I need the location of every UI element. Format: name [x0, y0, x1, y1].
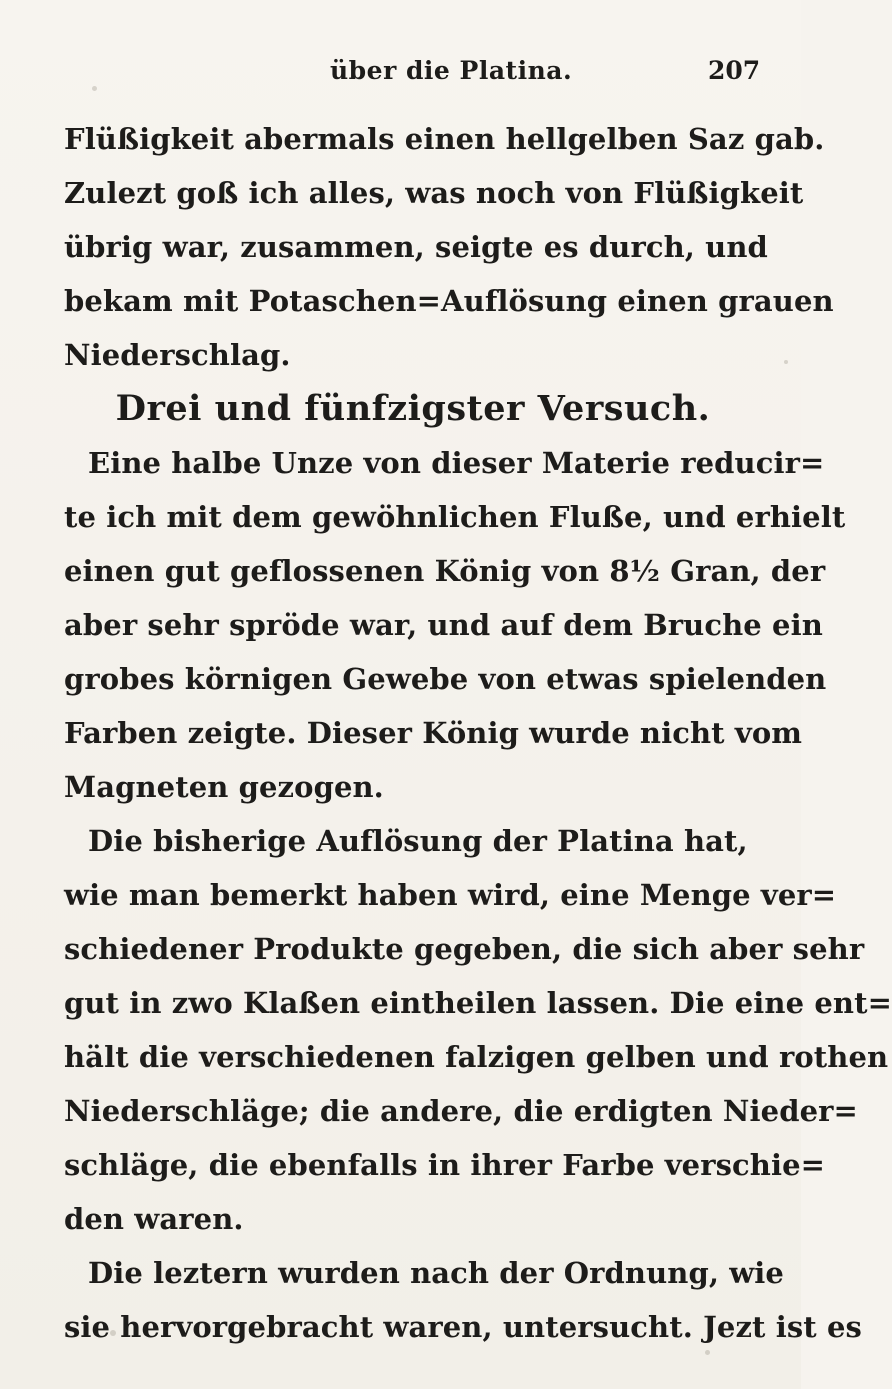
- page-number: 207: [708, 56, 761, 85]
- text-line: Zulezt goß ich alles, was noch von Flüßigkeit: [64, 176, 804, 210]
- running-head: über die Platina.: [330, 56, 573, 85]
- text-line: aber sehr spröde war, und auf dem Bruche ein: [64, 608, 823, 642]
- paper-speck: [784, 360, 788, 364]
- text-line: Farben zeigte. Dieser König wurde nicht vom: [64, 716, 803, 750]
- text-line: grobes körnigen Gewebe von etwas spielenden: [64, 662, 827, 696]
- section-heading: Drei und fünfzigster Versuch.: [115, 388, 711, 429]
- text-line: te ich mit dem gewöhnlichen Fluße, und erhielt: [64, 500, 846, 534]
- paper-speck: [92, 86, 97, 91]
- text-line: Die leztern wurden nach der Ordnung, wie: [88, 1256, 784, 1290]
- paper-speck: [705, 1350, 710, 1355]
- text-line: Flüßigkeit abermals einen hellgelben Saz gab.: [64, 122, 825, 156]
- text-line: sie hervorgebracht waren, untersucht. Jezt ist es: [64, 1310, 862, 1344]
- text-line: Niederschlag.: [64, 338, 291, 372]
- body-text: [64, 112, 892, 1354]
- text-line: Eine halbe Unze von dieser Materie reducir=: [88, 446, 825, 480]
- paper-speck: [110, 1330, 116, 1336]
- text-line: übrig war, zusammen, seigte es durch, und: [64, 230, 768, 264]
- text-line: wie man bemerkt haben wird, eine Menge ver=: [64, 878, 837, 912]
- text-line: bekam mit Potaschen=Auflösung einen grauen: [64, 284, 834, 318]
- text-line: Die bisherige Auflösung der Platina hat,: [88, 824, 748, 858]
- text-line: Magneten gezogen.: [64, 770, 384, 804]
- paper-speck: [720, 1060, 725, 1065]
- text-line: den waren.: [64, 1202, 244, 1236]
- text-line: Niederschläge; die andere, die erdigten Nieder=: [64, 1094, 858, 1128]
- text-line: schläge, die ebenfalls in ihrer Farbe verschie=: [64, 1148, 826, 1182]
- text-line: gut in zwo Klaßen eintheilen lassen. Die eine ent=: [64, 986, 892, 1020]
- text-line: schiedener Produkte gegeben, die sich aber sehr: [64, 932, 865, 966]
- text-line: einen gut geflossenen König von 8½ Gran, der: [64, 554, 826, 588]
- page-header: [0, 56, 801, 96]
- text-line: hält die verschiedenen falzigen gelben und rothen: [64, 1040, 889, 1074]
